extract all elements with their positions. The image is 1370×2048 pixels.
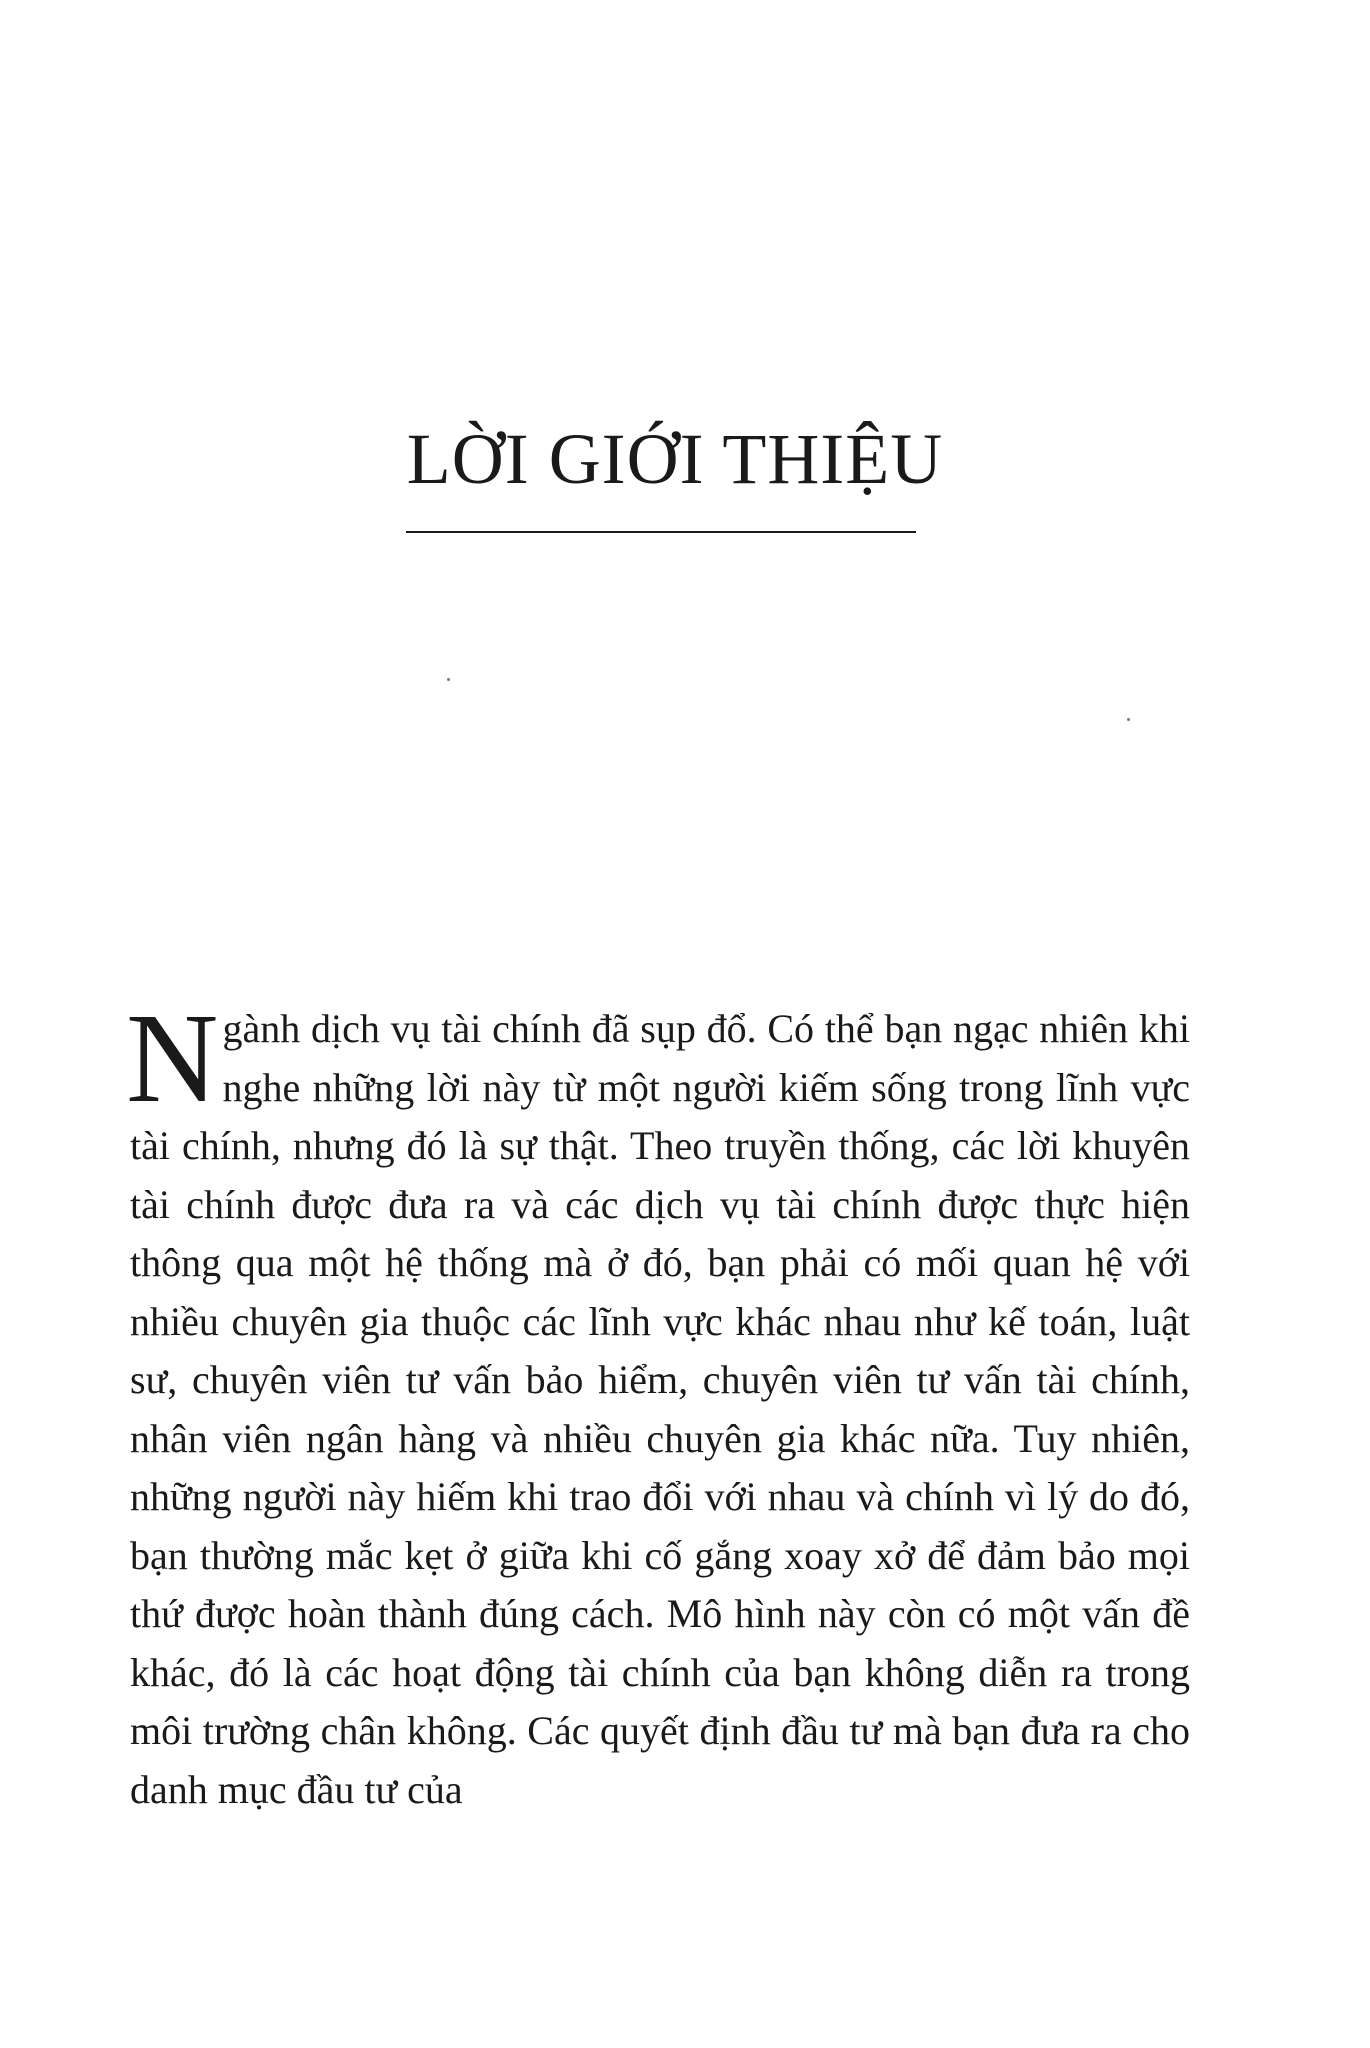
print-speck <box>447 678 450 681</box>
chapter-title: LỜI GIỚI THIỆU <box>406 419 944 499</box>
paragraph-text: gành dịch vụ tài chính đã sụp đổ. Có thể bạn ngạc nhiên khi nghe những lời này từ một người kiếm sống trong lĩnh vực tài chính, nhưng đó là sự thật. Theo truyền thống, các lời khuyên tài chính được đưa ra và các dịch vụ tài chính được thực hiện thông qua một hệ thống mà ở đó, bạn phải có mối quan hệ với nhiều chuyên gia thuộc các lĩnh vực khác nhau như kế toán, luật sư, chuyên viên tư vấn bảo hiểm, chuyên viên tư vấn tài chính, nhân viên ngân hàng và nhiều chuyên gia khác nữa. Tuy nhiên, những người này hiếm khi trao đổi với nhau và chính vì lý do đó, bạn thường mắc kẹt ở giữa khi cố gắng xoay xở để đảm bảo mọi thứ được hoàn thành đúng cách. Mô hình này còn có một vấn đề khác, đó là các hoạt động tài chính của bạn không diễn ra trong môi trường chân không. Các quyết định đầu tư mà bạn đưa ra cho danh mục đầu tư của <box>130 1006 1190 1812</box>
print-speck <box>1127 718 1130 721</box>
title-underline <box>406 531 916 533</box>
body-paragraph <box>126 987 1190 1819</box>
drop-cap: N <box>126 987 219 1129</box>
